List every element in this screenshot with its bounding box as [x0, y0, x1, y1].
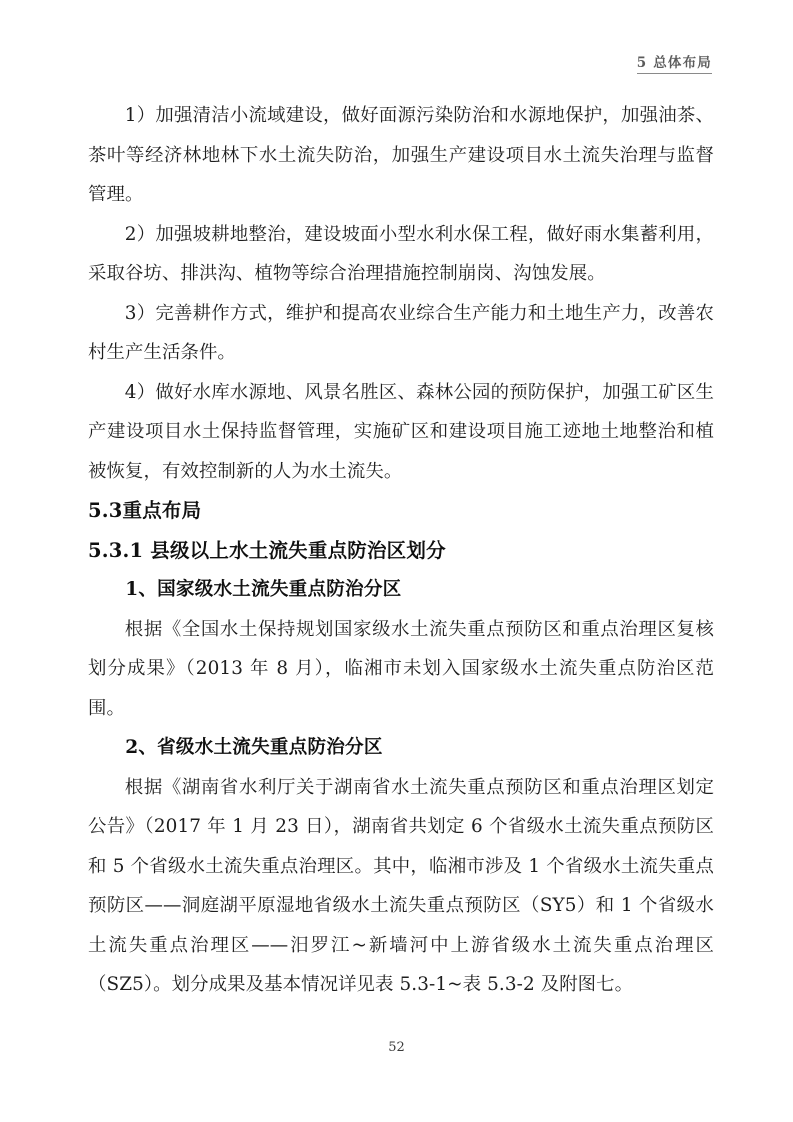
section-heading-5-3: 5.3重点布局	[88, 499, 202, 522]
paragraph-item-3: 3）完善耕作方式，维护和提高农业综合生产能力和土地生产力，改善农村生产生活条件。	[88, 302, 714, 363]
paragraph-item-1: 1）加强清洁小流域建设，做好面源污染防治和水源地保护，加强油茶、茶叶等经济林地林下水土流失防治，加强生产建设项目水土流失治理与监督管理。	[88, 105, 714, 205]
page-footer	[0, 1036, 793, 1055]
page-number: 52	[388, 1040, 405, 1055]
subsection-heading-provincial-zoning: 2、省级水土流失重点防治分区	[125, 737, 383, 758]
paragraph-item-2: 2）加强坡耕地整治，建设坡面小型水利水保工程，做好雨水集蓄利用，采取谷坊、排洪沟、植物等综合治理措施控制崩岗、沟蚀发展。	[88, 223, 714, 284]
paragraph-national-zoning-body: 根据《全国水土保持规划国家级水土流失重点预防区和重点治理区复核划分成果》（2013 年 8 月），临湘市未划入国家级水土流失重点防治区范围。	[88, 618, 714, 719]
chapter-header-label: 5 总体布局	[637, 51, 712, 74]
paragraph-item-4: 4）做好水库水源地、风景名胜区、森林公园的预防保护，加强工矿区生产建设项目水土保持监督管理，实施矿区和建设项目施工迹地土地整治和植被恢复，有效控制新的人为水土流失。	[88, 381, 714, 482]
running-header	[88, 52, 712, 74]
subsection-heading-national-zoning: 1、国家级水土流失重点防治分区	[125, 579, 402, 600]
page-body	[88, 96, 714, 1005]
section-heading-5-3-1: 5.3.1 县级以上水土流失重点防治区划分	[88, 538, 446, 562]
paragraph-provincial-zoning-body: 根据《湖南省水利厅关于湖南省水土流失重点预防区和重点治理区划定公告》（2017 年 1 月 23 日），湖南省共划定 6 个省级水土流失重点预防区和 5 个省级水土流失重点治理区。其中，临湘市涉及 1 个省级水土流失重点预防区——洞庭湖平原湿地省级水土流失重点预防区（SY5）和 1 个省级水土流失重点治理区——汨罗江~新墙河中上游省级水土流失重点治理区（SZ5）。划分成果及基本情况详见表 5.3-1~表 5.3-2 及附图七。	[88, 776, 714, 995]
